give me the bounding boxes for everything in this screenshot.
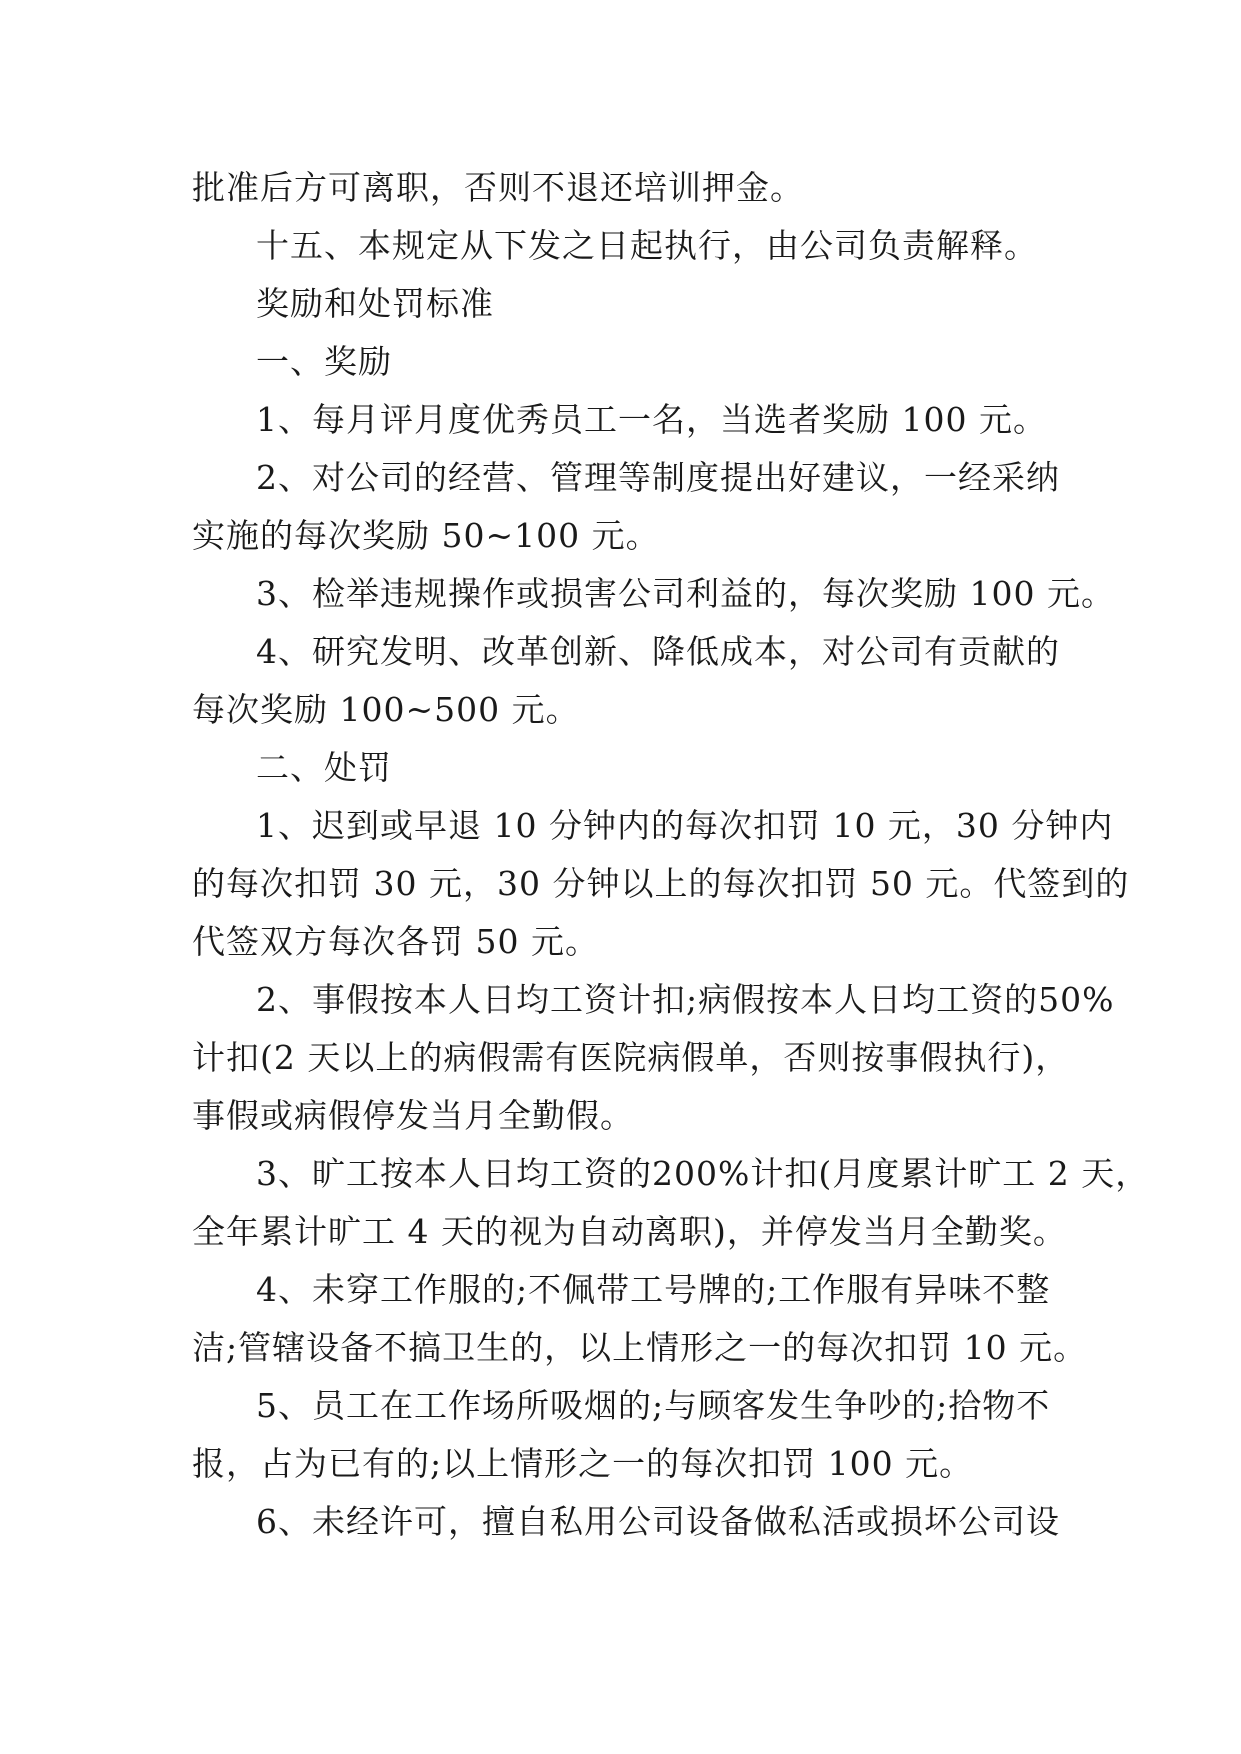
text-line: 3、检举违规操作或损害公司利益的，每次奖励 100 元。 [256, 574, 1115, 613]
text-line: 十五、本规定从下发之日起执行，由公司负责解释。 [256, 226, 1038, 265]
text-line: 批准后方可离职，否则不退还培训押金。 [192, 168, 804, 207]
text-line: 洁;管辖设备不搞卫生的，以上情形之一的每次扣罚 10 元。 [192, 1328, 1088, 1367]
text-line: 报，占为已有的;以上情形之一的每次扣罚 100 元。 [192, 1444, 974, 1483]
text-line: 全年累计旷工 4 天的视为自动离职)，并停发当月全勤奖。 [192, 1212, 1067, 1251]
text-line: 4、未穿工作服的;不佩带工号牌的;工作服有异味不整 [256, 1270, 1051, 1309]
text-line: 每次奖励 100~500 元。 [192, 690, 580, 729]
text-line: 的每次扣罚 30 元，30 分钟以上的每次扣罚 50 元。代签到的 [192, 864, 1130, 903]
subsection-heading: 二、处罚 [256, 748, 392, 787]
text-line: 1、迟到或早退 10 分钟内的每次扣罚 10 元，30 分钟内 [256, 806, 1114, 845]
text-line: 3、旷工按本人日均工资的200%计扣(月度累计旷工 2 天， [256, 1154, 1150, 1193]
text-line: 6、未经许可，擅自私用公司设备做私活或损坏公司设 [256, 1502, 1060, 1541]
text-line: 4、研究发明、改革创新、降低成本，对公司有贡献的 [256, 632, 1060, 671]
section-heading: 奖励和处罚标准 [256, 284, 494, 323]
text-line: 5、员工在工作场所吸烟的;与顾客发生争吵的;拾物不 [256, 1386, 1051, 1425]
text-line: 1、每月评月度优秀员工一名，当选者奖励 100 元。 [256, 400, 1047, 439]
subsection-heading: 一、奖励 [256, 342, 392, 381]
text-line: 2、事假按本人日均工资计扣;病假按本人日均工资的50% [256, 980, 1115, 1019]
text-line: 2、对公司的经营、管理等制度提出好建议，一经采纳 [256, 458, 1060, 497]
text-line: 代签双方每次各罚 50 元。 [192, 922, 599, 961]
text-line: 计扣(2 天以上的病假需有医院病假单，否则按事假执行)， [192, 1038, 1070, 1077]
text-line: 实施的每次奖励 50~100 元。 [192, 516, 660, 555]
text-line: 事假或病假停发当月全勤假。 [192, 1096, 634, 1135]
